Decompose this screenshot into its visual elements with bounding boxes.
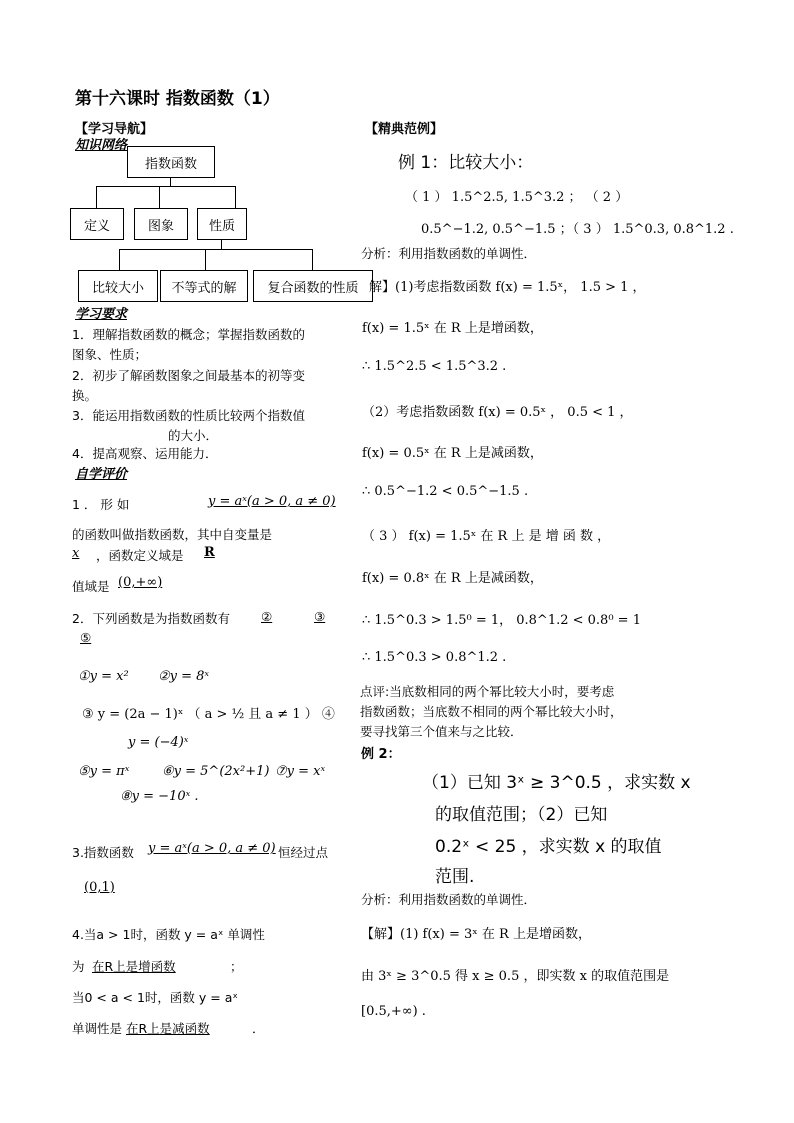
q4-line4-prefix: 单调性是 <box>72 1021 123 1036</box>
q3-point: (0,1) <box>84 880 115 895</box>
example1-parts-line1: （ 1 ） 1.5^2.5, 1.5^3.2 ； （ 2 ） <box>405 190 629 205</box>
example1-analysis: 分析：利用指数函数的单调性． <box>361 246 537 261</box>
q2-item: ⑧y = −10ˣ . <box>120 789 199 804</box>
q1-domain: R <box>204 545 215 560</box>
example2-line: 0.2ˣ < 25 ，求实数 x 的取值 <box>435 837 662 857</box>
example1-parts-line2: 0.5^−1.2, 0.5^−1.5 ；（ 3 ） 1.5^0.3, 0.8^1.2 . <box>421 222 734 237</box>
page-title: 第十六课时 指数函数（1） <box>75 89 280 109</box>
tree-node-graph: 图象 <box>134 208 188 240</box>
q1-range-text: 值域是 <box>72 579 110 594</box>
q1-range: (0,+∞) <box>118 575 163 590</box>
solution-line: f(x) = 1.5ˣ 在 R 上是增函数， <box>362 321 543 336</box>
example2-line: 范围. <box>435 867 475 887</box>
knowledge-heading: 知识网络 <box>75 138 128 153</box>
solution-line: f(x) = 0.8ˣ 在 R 上是减函数， <box>362 571 543 586</box>
example2-line: （1）已知 3ˣ ≥ 3^0.5 ，求实数 x <box>422 773 691 793</box>
q1-prefix: 1 ． 形 如 <box>72 497 130 512</box>
requirement-line: 2．初步了解函数图象之间最基本的初等变 <box>72 368 305 383</box>
solution-line: ∴ 0.5^−1.2 < 0.5^−1.5 . <box>362 484 529 499</box>
example1-title: 例 1：比较大小： <box>398 153 534 173</box>
examples-heading: 【精典范例】 <box>365 122 444 137</box>
q2-answer-2: ③ <box>314 609 326 624</box>
q2-item: y = (−4)ˣ <box>128 735 189 750</box>
solution-line: ∴ 1.5^0.3 > 0.8^1.2 . <box>362 650 507 665</box>
example2-solution-line: 【解】(1) f(x) = 3ˣ 在 R 上是增函数， <box>361 927 591 942</box>
solution-line: ∴ 1.5^0.3 > 1.5⁰ = 1， 0.8^1.2 < 0.8⁰ = 1 <box>362 613 641 628</box>
q1-domain-text: ，函数定义域是 <box>96 548 184 563</box>
tree-node-compare: 比较大小 <box>78 270 158 302</box>
example2-analysis: 分析：利用指数函数的单调性． <box>361 892 537 907</box>
q3-formula: y = aˣ(a > 0, a ≠ 0) <box>148 841 276 856</box>
example2-title: 例 2： <box>361 747 401 762</box>
q1-line2: 的函数叫做指数函数，其中自变量是 <box>72 527 273 542</box>
solution-line: （ 3 ） f(x) = 1.5ˣ 在 R 上 是 增 函 数 ， <box>362 529 611 544</box>
requirement-line: 3．能运用指数函数的性质比较两个指数值 <box>72 408 305 423</box>
solution-line: f(x) = 0.5ˣ 在 R 上是减函数， <box>362 446 543 461</box>
tree-root: 指数函数 <box>127 146 215 178</box>
q3-text: 3.指数函数 <box>72 845 134 860</box>
solution-line: （2）考虑指数函数 f(x) = 0.5ˣ ， 0.5 < 1 ， <box>362 405 633 420</box>
q4-line2-prefix: 为 <box>72 959 85 974</box>
requirement-line: 图象、性质； <box>72 347 148 362</box>
q3-suffix: 恒经过点 <box>278 845 329 860</box>
q2-item: ③ y = (2a − 1)ˣ （ a > ½ 且 a ≠ 1 ） ④ <box>82 707 335 722</box>
q4-answer-1: 在R上是增函数 <box>92 959 176 974</box>
q4-answer-2: 在R上是减函数 <box>126 1021 210 1036</box>
q2-item: ⑥y = 5^(2x²+1) <box>162 764 270 779</box>
q4-line3: 当0 < a < 1时，函数 y = aˣ <box>72 990 238 1005</box>
self-eval-heading: 自学评价 <box>75 467 128 482</box>
q2-item: ①y = x² <box>78 669 129 684</box>
requirement-line: 的大小． <box>168 428 219 443</box>
q2-line1: 2．下列函数是为指数函数有 <box>72 611 230 626</box>
solution-line: 解】(1)考虑指数函数 f(x) = 1.5ˣ， 1.5 > 1 ， <box>369 280 646 295</box>
q2-item: ⑦y = xˣ <box>275 764 326 779</box>
q2-answer-3: ⑤ <box>80 630 92 645</box>
example2-solution-line: [0.5,+∞) . <box>361 1004 426 1019</box>
q2-item: ②y = 8ˣ <box>158 669 210 684</box>
requirement-line: 4．提高观察、运用能力． <box>72 446 218 461</box>
solution-line: ∴ 1.5^2.5 < 1.5^3.2 . <box>362 359 507 374</box>
comment-line: 点评:当底数相同的两个幂比较大小时，要考虑 <box>360 684 615 699</box>
requirements-heading: 学习要求 <box>75 307 128 322</box>
q2-item: ⑤y = πˣ <box>78 764 130 779</box>
tree-node-composite: 复合函数的性质 <box>253 270 373 302</box>
q1-variable: x <box>72 546 80 561</box>
comment-line: 要寻找第三个值来与之比较． <box>360 724 523 739</box>
requirement-line: 换。 <box>72 388 98 403</box>
guide-heading: 【学习导航】 <box>75 122 154 137</box>
q1-formula: y = aˣ(a > 0, a ≠ 0) <box>208 494 336 509</box>
example2-line: 的取值范围；（2）已知 <box>435 805 608 825</box>
requirement-line: 1．理解指数函数的概念；掌握指数函数的 <box>72 327 305 342</box>
comment-line: 指数函数；当底数不相同的两个幂比较大小时， <box>360 704 623 719</box>
tree-node-properties: 性质 <box>197 208 247 240</box>
q4-line1: 4.当a > 1时，函数 y = aˣ 单调性 <box>72 927 265 942</box>
tree-node-inequality: 不等式的解 <box>160 270 248 302</box>
tree-node-definition: 定义 <box>70 208 124 240</box>
q2-answer-1: ② <box>261 609 273 624</box>
example2-solution-line: 由 3ˣ ≥ 3^0.5 得 x ≥ 0.5 ，即实数 x 的取值范围是 <box>361 969 670 984</box>
